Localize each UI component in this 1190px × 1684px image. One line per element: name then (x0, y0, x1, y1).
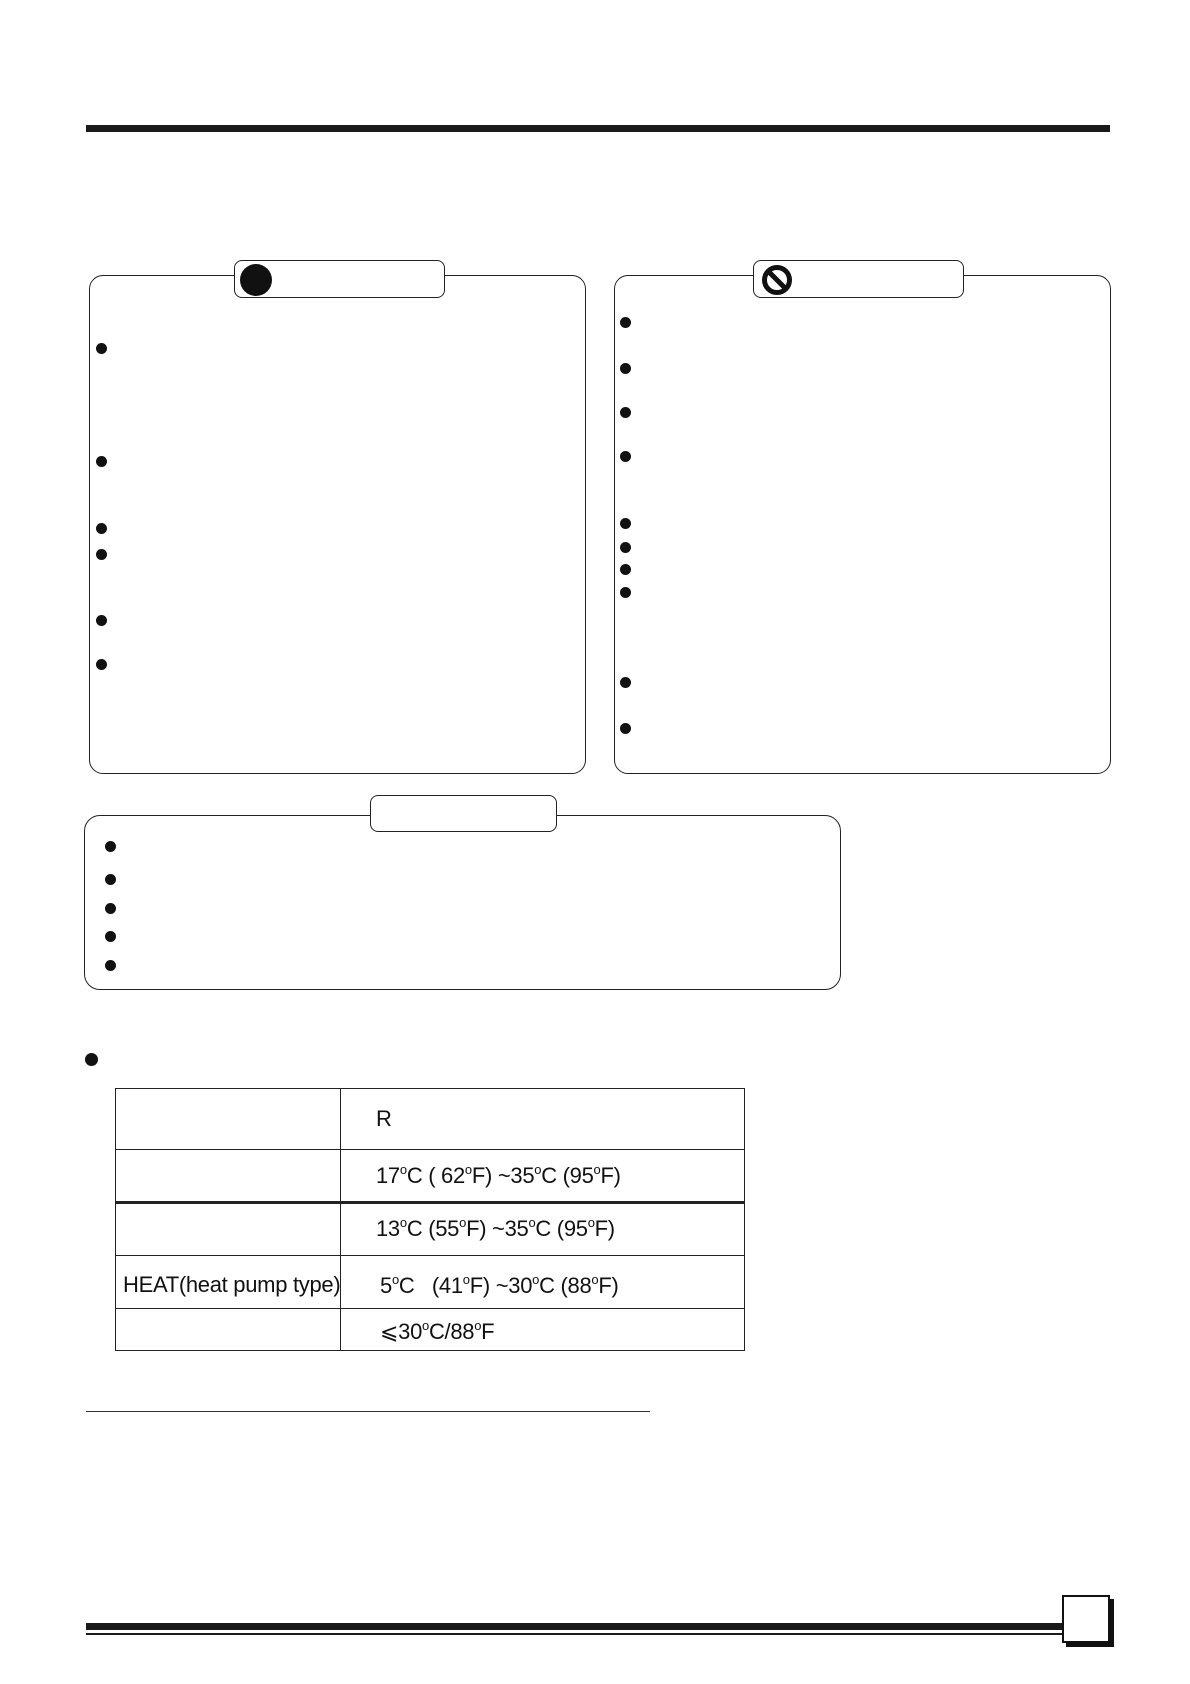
list-bullet (105, 841, 116, 852)
header-rule (86, 125, 1110, 132)
mandatory-action-icon (240, 264, 272, 296)
list-bullet (105, 960, 116, 971)
prohibited-panel (614, 275, 1111, 774)
list-bullet (105, 874, 116, 885)
list-bullet (96, 615, 107, 626)
list-bullet (620, 542, 631, 553)
table-row-divider (116, 1201, 744, 1204)
notes-panel (84, 815, 841, 990)
list-bullet (620, 587, 631, 598)
list-bullet (96, 659, 107, 670)
list-bullet (96, 549, 107, 560)
table-row-value: ⩽30$^o$C/88$^o$F (380, 1318, 495, 1344)
list-bullet (620, 723, 631, 734)
table-row-divider (116, 1255, 744, 1256)
table-column-divider (340, 1089, 341, 1350)
list-bullet (96, 343, 107, 354)
table-row-divider (116, 1149, 744, 1150)
list-bullet (620, 317, 631, 328)
table-row-label: HEAT(heat pump type) (123, 1272, 341, 1297)
page-number-box (1062, 1595, 1110, 1643)
section-bullet (85, 1053, 98, 1066)
table-row-divider (116, 1308, 744, 1309)
list-bullet (620, 564, 631, 575)
operating-temperature-table (115, 1088, 745, 1351)
table-row-value: 5$^o$C (41$^o$F) ~30$^o$C (88$^o$F) (380, 1272, 619, 1298)
list-bullet (620, 451, 631, 462)
footnote-rule (86, 1411, 650, 1412)
prohibited-icon (761, 264, 793, 296)
notes-panel-tab (370, 795, 557, 832)
list-bullet (105, 903, 116, 914)
list-bullet (620, 407, 631, 418)
footer-rule (86, 1623, 1064, 1630)
footer-rule-thin (86, 1633, 1064, 1635)
table-row-value: 17$^o$C ( 62$^o$F) ~35$^o$C (95$^o$F) (376, 1162, 621, 1188)
list-bullet (620, 518, 631, 529)
list-bullet (96, 523, 107, 534)
list-bullet (620, 677, 631, 688)
table-row-value: 13$^o$C (55$^o$F) ~35$^o$C (95$^o$F) (376, 1215, 615, 1241)
list-bullet (96, 456, 107, 467)
table-row-value: R (376, 1106, 392, 1131)
must-do-panel (89, 275, 586, 774)
list-bullet (105, 931, 116, 942)
list-bullet (620, 363, 631, 374)
